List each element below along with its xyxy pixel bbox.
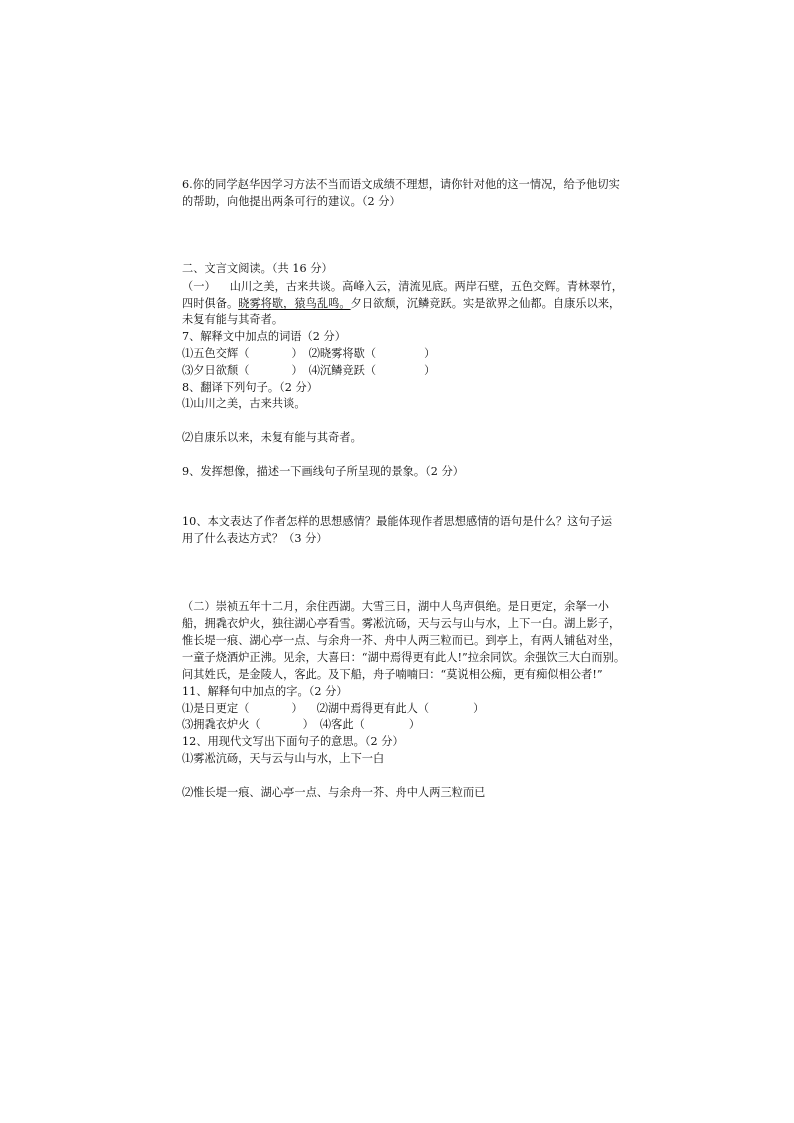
passage2-line2: 船，拥毳衣炉火，独往湖心亭看雪。雾凇沆砀，天与云与山与水，上下一白。湖上影子， <box>182 617 621 630</box>
q11-item3-close: ） <box>302 718 314 731</box>
q11-item3: ⑶拥毳衣炉火（ <box>182 718 261 731</box>
passage1-line1 <box>182 280 623 294</box>
underlined-sentence: 晓雾将歇，猿鸟乱鸣。 <box>238 297 351 310</box>
q12-item2: ⑵惟长堤一痕、湖心亭一点、与余舟一芥、舟中人两三粒而已 <box>182 786 486 799</box>
passage2-line1: （二）崇祯五年十二月，余住西湖。大雪三日，湖中人鸟声俱绝。是日更定，余拏一小 <box>182 600 610 613</box>
q11-item4-close: ） <box>408 718 421 731</box>
q11-item2-close: ） <box>473 702 485 715</box>
passage1-line1-text: 山川之美，古来共谈。高峰入云，清流见底。两岸石壁，五色交辉。青林翠竹， <box>229 280 624 293</box>
q8-item1: ⑴山川之美，古来共谈。 <box>182 397 306 410</box>
q9-title: 9、发挥想像，描述一下画线句子所呈现的景象。（2 分） <box>182 465 465 478</box>
q10-line2: 用了什么表达方式？（3 分） <box>182 532 328 545</box>
passage2-line4: 一童子烧酒炉正沸。见余，大喜曰：“湖中焉得更有此人!”拉余同饮。余强饮三大白而别。 <box>182 651 626 664</box>
q6-line1: 6.你的同学赵华因学习方法不当而语文成绩不理想，请你针对他的这一情况，给予他切实 <box>182 178 620 191</box>
q11-item4: ⑷客此（ <box>319 718 365 731</box>
q7-item3-close: ） <box>291 364 303 377</box>
q7-row1 <box>182 347 435 361</box>
q7-row2 <box>182 364 435 378</box>
q7-item2: ⑵晓雾将歇（ <box>308 347 377 360</box>
q12-item1: ⑴雾凇沆砀，天与云与山与水，上下一白 <box>182 752 385 765</box>
passage1-line2 <box>182 297 620 311</box>
q10-line1: 10、本文表达了作者怎样的思想感情？最能体现作者思想感情的语句是什么？这句子运 <box>182 515 613 528</box>
passage1-line2-before: 四时俱备。 <box>182 297 239 310</box>
q11-row2 <box>182 718 420 732</box>
passage1-line2-after: 夕日欲颓，沉鳞竞跃。实是欲界之仙都。自康乐以来， <box>350 297 621 310</box>
section2-heading: 二、文言文阅读。（共 16 分） <box>182 262 333 275</box>
passage2-line3: 惟长堤一痕、湖心亭一点、与余舟一芥、舟中人两三粒而已。到亭上，有两人铺毡对坐， <box>182 634 621 647</box>
q7-title: 7、解释文中加点的词语（2 分） <box>182 330 347 343</box>
q7-item4: ⑷沉鳞竞跃（ <box>308 364 377 377</box>
q11-title: 11、解释句中加点的字。（2 分） <box>182 685 348 698</box>
q11-row1 <box>182 702 484 716</box>
q6-line2: 的帮助，向他提出两条可行的建议。（2 分） <box>182 195 401 208</box>
q8-title: 8、翻译下列句子。（2 分） <box>182 381 318 394</box>
q11-item1: ⑴是日更定（ <box>182 702 250 715</box>
passage1-line3: 未复有能与其奇者。 <box>182 313 284 326</box>
q12-title: 12、用现代文写出下面句子的意思。（2 分） <box>182 735 404 748</box>
q8-item2: ⑵自康乐以来，未复有能与其奇者。 <box>182 431 362 444</box>
q11-item1-close: ） <box>291 702 303 715</box>
q7-item2-close: ） <box>424 347 436 360</box>
q7-item1-close: ） <box>291 347 303 360</box>
passage2-line5: 问其姓氏，是金陵人，客此。及下船，舟子喃喃曰：“莫说相公痴，更有痴似相公者!” <box>182 668 603 681</box>
q7-item3: ⑶夕日欲颓（ <box>182 364 250 377</box>
q7-item4-close: ） <box>424 364 436 377</box>
passage1-label: （一） <box>182 280 216 293</box>
q11-item2: ⑵湖中焉得更有此人（ <box>316 702 430 715</box>
q7-item1: ⑴五色交辉（ <box>182 347 250 360</box>
